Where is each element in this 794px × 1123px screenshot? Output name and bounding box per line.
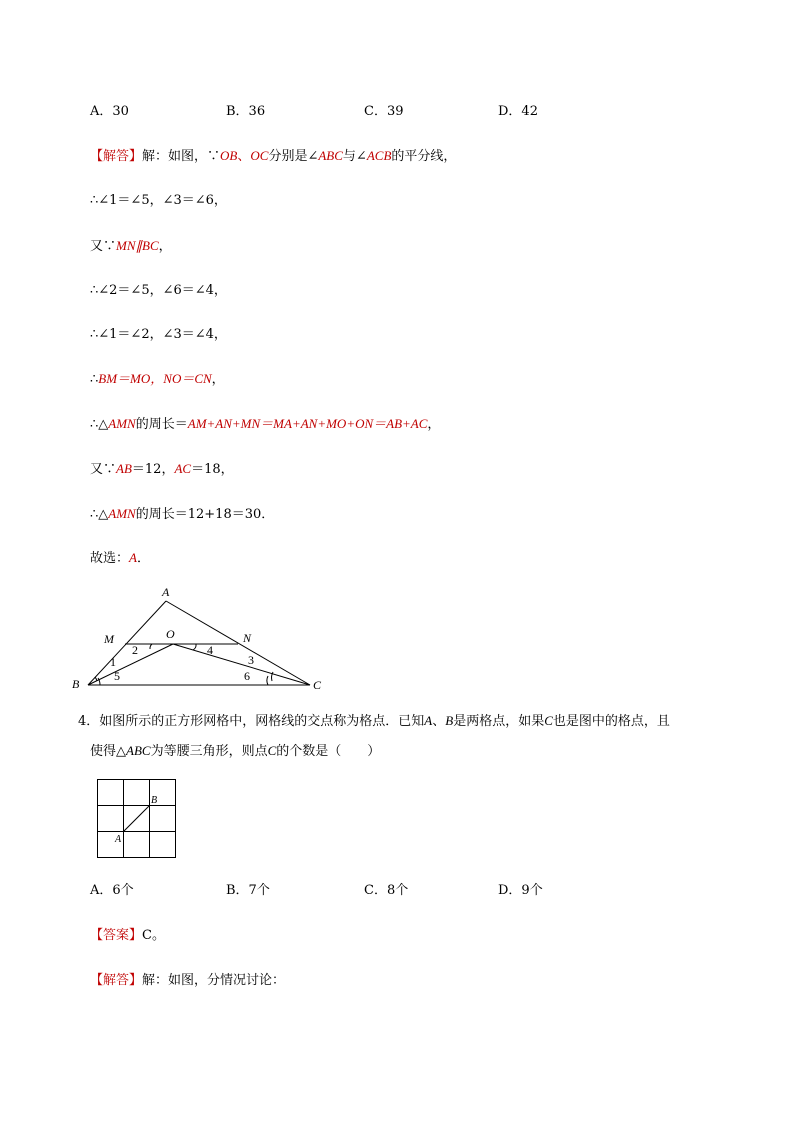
answer-value: C。 [142, 928, 165, 943]
question-4-line-1: 4．如图所示的正方形网格中，网格线的交点称为格点．已知A、B是两格点，如果C也是图中的格点，且 [78, 713, 670, 729]
solution-line-5: ∴∠1＝∠2，∠3＝∠4， [90, 327, 227, 342]
label-m: M [104, 632, 114, 646]
angle-label-6: 6 [244, 669, 250, 683]
angle-arc-1 [95, 677, 97, 681]
solution-2-tag: 【解答】 [90, 973, 143, 988]
label-b: B [72, 677, 80, 691]
solution-line-1: 【解答】解：如图，∵OB、OC分别是∠ABC与∠ACB的平分线， [90, 148, 457, 164]
solution-line-8: 又∵AB＝12，AC＝18， [90, 461, 234, 477]
angle-label-5: 5 [114, 669, 120, 683]
q3-option-a: A．30 [90, 104, 129, 119]
angle-label-1: 1 [110, 655, 116, 669]
segment-ac [166, 601, 310, 685]
question-number: 4． [78, 714, 100, 729]
solution-line-10: 故选：A． [90, 550, 150, 566]
solution-line-9: ∴△AMN的周长＝12+18＝30． [90, 506, 275, 522]
solution-2-line: 【解答】解：如图，分情况讨论： [90, 973, 286, 988]
q3-option-b: B．36 [226, 104, 266, 119]
q4-option-a: A．6个 [90, 883, 134, 898]
segment-bo [88, 644, 173, 685]
grid-border [98, 780, 176, 858]
solution-line-3: 又∵MN∥BC， [90, 238, 172, 254]
label-n: N [243, 631, 252, 645]
angle-label-4: 4 [207, 643, 213, 657]
solution-line-4: ∴∠2＝∠5，∠6＝∠4， [90, 283, 227, 298]
question-4-line-2: 使得△ABC为等腰三角形，则点C的个数是（ ） [90, 743, 381, 759]
q4-option-d: D．9个 [498, 883, 543, 898]
q3-option-d: D．42 [498, 104, 538, 119]
angle-arc-3 [272, 672, 273, 681]
angle-label-2: 2 [132, 643, 138, 657]
grid-label-b: B [151, 795, 158, 806]
q3-option-c: C．39 [364, 104, 404, 119]
label-o: O [166, 627, 175, 641]
grid-label-a: A [115, 834, 122, 845]
segment-ab [88, 601, 166, 685]
segment-oc [173, 644, 310, 685]
answer-tag: 【答案】 [90, 928, 143, 943]
angle-arc-4 [193, 644, 196, 650]
solution-tag: 【解答】 [90, 149, 143, 164]
solution-line-7: ∴△AMN的周长＝AM+AN+MN＝MA+AN+MO+ON＝AB+AC， [90, 416, 441, 432]
q4-option-b: B．7个 [226, 883, 270, 898]
answer-line [90, 927, 165, 945]
q4-option-c: C．8个 [364, 883, 409, 898]
solution-line-6: ∴BM＝MO，NO＝CN， [90, 371, 225, 387]
segment-ab [124, 806, 150, 832]
angle-label-3: 3 [248, 653, 254, 667]
label-c: C [313, 678, 322, 692]
angle-arc-5 [98, 678, 100, 685]
solution-line-2: ∴∠1＝∠5，∠3＝∠6， [90, 193, 227, 208]
angle-arc-2 [150, 644, 152, 649]
label-a: A [162, 585, 170, 599]
angle-arc-6 [267, 676, 268, 685]
